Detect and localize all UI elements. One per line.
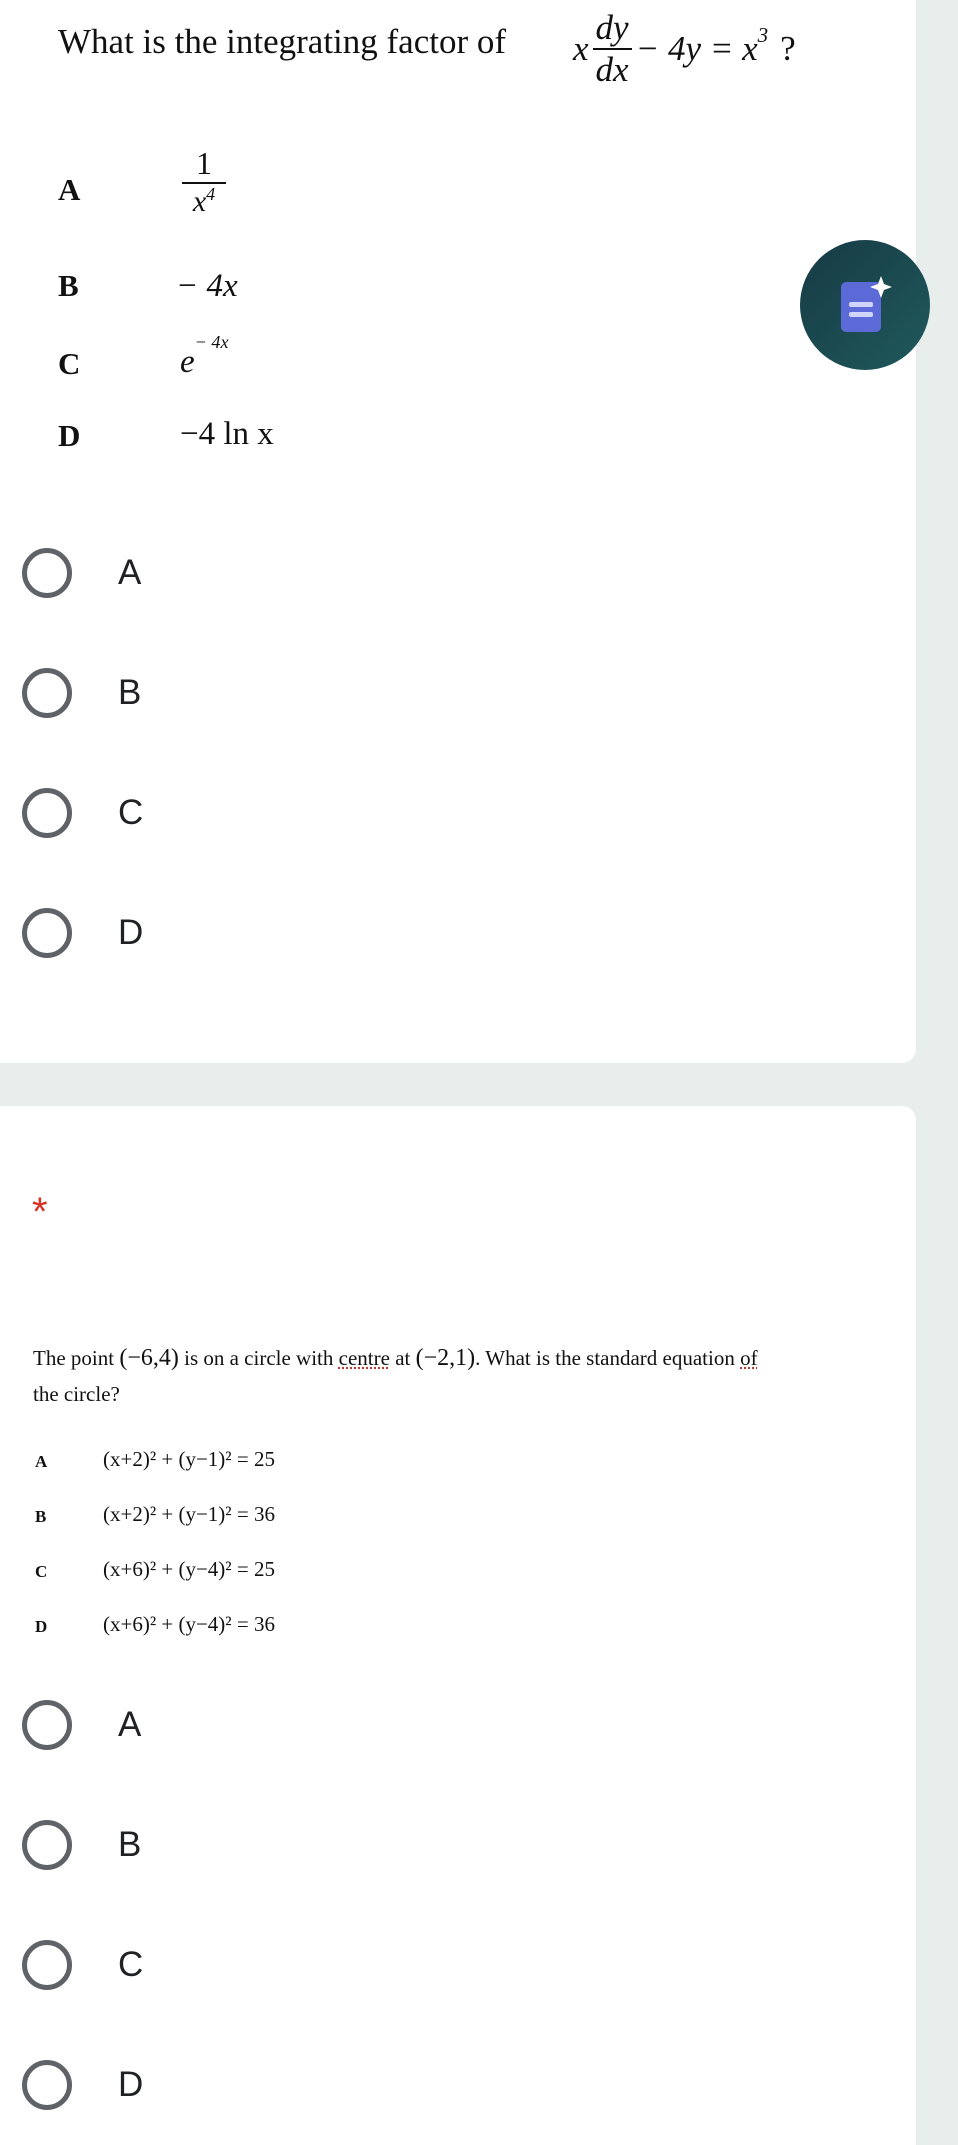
eq-derivative xyxy=(593,8,632,90)
radio-circle-icon[interactable] xyxy=(22,668,72,718)
q2-option-d-value: (x+6)² + (y−4)² = 36 xyxy=(103,1612,275,1636)
q1-radio-b-label: B xyxy=(118,673,142,712)
q2-option-b-value: (x+2)² + (y−1)² = 36 xyxy=(103,1502,275,1526)
q1-radio-a-label: A xyxy=(118,553,142,592)
q2-of-word: of xyxy=(740,1346,758,1370)
option-a-den xyxy=(190,184,218,219)
q2-text-part1: The point xyxy=(33,1346,115,1370)
q1-option-c-letter: C xyxy=(58,346,81,381)
q1-option-d-letter: D xyxy=(58,418,81,453)
question-1-text: What is the integrating factor of xyxy=(58,22,507,61)
q2-option-a-value: (x+2)² + (y−1)² = 25 xyxy=(103,1447,275,1471)
q2-radio-c-label: C xyxy=(118,1945,144,1984)
q2-radio-b-label: B xyxy=(118,1825,142,1864)
q1-radio-c-label: C xyxy=(118,793,144,832)
q1-option-c-value xyxy=(180,332,229,381)
option-a-den-exp: 4 xyxy=(206,184,216,204)
q2-text-part2: is on a circle with xyxy=(184,1346,334,1370)
q2-centre: (−2,1) xyxy=(415,1345,476,1371)
option-a-den-base: x xyxy=(192,185,207,218)
eq-qmark: ? xyxy=(780,29,796,68)
q1-radio-b[interactable] xyxy=(22,663,141,723)
q2-option-c-letter: C xyxy=(35,1562,48,1581)
option-a-num: 1 xyxy=(196,145,212,181)
q2-radio-b[interactable] xyxy=(22,1815,141,1875)
q1-option-b-letter: B xyxy=(58,268,79,303)
q2-radio-c[interactable] xyxy=(22,1935,143,1995)
q2-radio-a-label: A xyxy=(118,1705,142,1744)
q1-radio-d[interactable] xyxy=(22,903,143,963)
radio-circle-icon[interactable] xyxy=(22,908,72,958)
q2-radio-d[interactable] xyxy=(22,2055,143,2115)
q2-radio-a[interactable] xyxy=(22,1695,141,1755)
q2-text-part3: at xyxy=(395,1346,411,1370)
eq-exp: 3 xyxy=(757,22,769,47)
q2-radio-d-label: D xyxy=(118,2065,144,2104)
option-a-fraction xyxy=(182,145,226,219)
assistant-sparkle-icon xyxy=(837,274,893,336)
q1-option-a-letter: A xyxy=(58,172,81,207)
q2-option-b-letter: B xyxy=(35,1507,47,1526)
required-asterisk: * xyxy=(32,1190,48,1234)
q1-radio-a[interactable] xyxy=(22,543,141,603)
question-2-text xyxy=(33,1340,893,1412)
radio-circle-icon[interactable] xyxy=(22,1940,72,1990)
question-1-equation xyxy=(573,4,796,94)
q2-text-part4: . What is the standard equation xyxy=(475,1346,735,1370)
radio-circle-icon[interactable] xyxy=(22,2060,72,2110)
eq-den: dx xyxy=(595,50,629,89)
q1-option-a-value xyxy=(182,145,226,219)
eq-num: dy xyxy=(595,8,629,47)
radio-circle-icon[interactable] xyxy=(22,1820,72,1870)
radio-circle-icon[interactable] xyxy=(22,788,72,838)
q1-radio-d-label: D xyxy=(118,913,144,952)
assistant-fab-button[interactable] xyxy=(800,240,930,370)
option-c-base: e xyxy=(180,344,195,380)
q2-option-a-letter: A xyxy=(35,1452,48,1471)
question-card-1 xyxy=(0,0,916,1063)
q1-radio-c[interactable] xyxy=(22,783,143,843)
radio-circle-icon[interactable] xyxy=(22,1700,72,1750)
eq-rest: − 4y = x xyxy=(635,29,758,68)
q2-option-d-letter: D xyxy=(35,1617,48,1636)
eq-x: x xyxy=(573,29,589,68)
option-c-exp: − 4x xyxy=(194,332,229,352)
q2-text-line2: the circle? xyxy=(33,1382,120,1406)
radio-circle-icon[interactable] xyxy=(22,548,72,598)
q2-option-c-value: (x+6)² + (y−4)² = 25 xyxy=(103,1557,275,1581)
q2-point: (−6,4) xyxy=(119,1345,179,1371)
q1-option-d-value: −4 ln x xyxy=(180,416,274,452)
q1-option-b-value: − 4x xyxy=(176,268,238,304)
q2-centre-word: centre xyxy=(338,1346,390,1370)
